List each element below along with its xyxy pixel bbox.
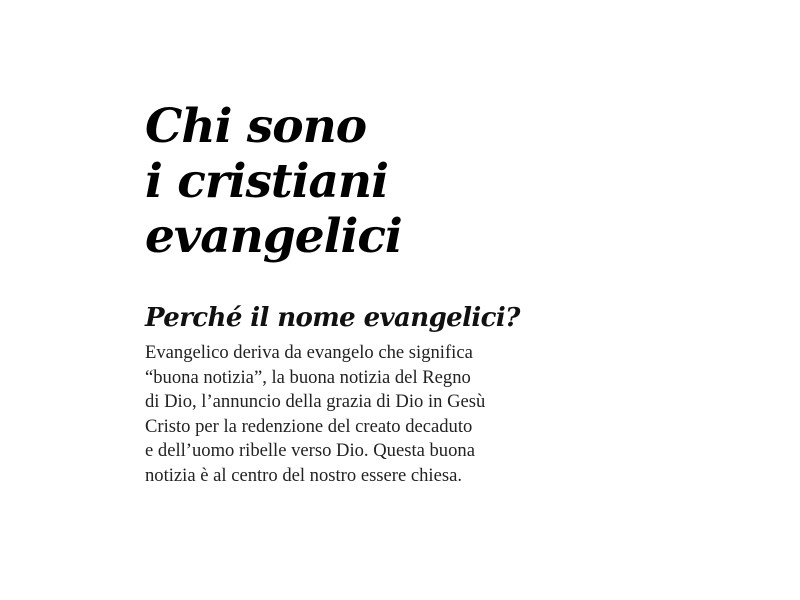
section-heading: Perché il nome evangelici? (145, 303, 520, 333)
paragraph-line: “buona notizia”, la buona notizia del Regno (145, 366, 471, 388)
title-line: i cristiani (145, 154, 388, 209)
page-title (145, 99, 565, 264)
paragraph-line: Cristo per la redenzione del creato decaduto (145, 415, 473, 437)
paragraph-line: e dell’uomo ribelle verso Dio. Questa buona (145, 440, 475, 462)
body-paragraph (145, 341, 565, 489)
title-line: Chi sono (145, 99, 367, 154)
paragraph-line: notizia è al centro del nostro essere chiesa. (145, 464, 462, 486)
article (145, 99, 565, 489)
paragraph-line: Evangelico deriva da evangelo che significa (145, 342, 473, 363)
paragraph-line: di Dio, l’annuncio della grazia di Dio in Gesù (145, 391, 486, 413)
title-line: evangelici (145, 209, 402, 264)
